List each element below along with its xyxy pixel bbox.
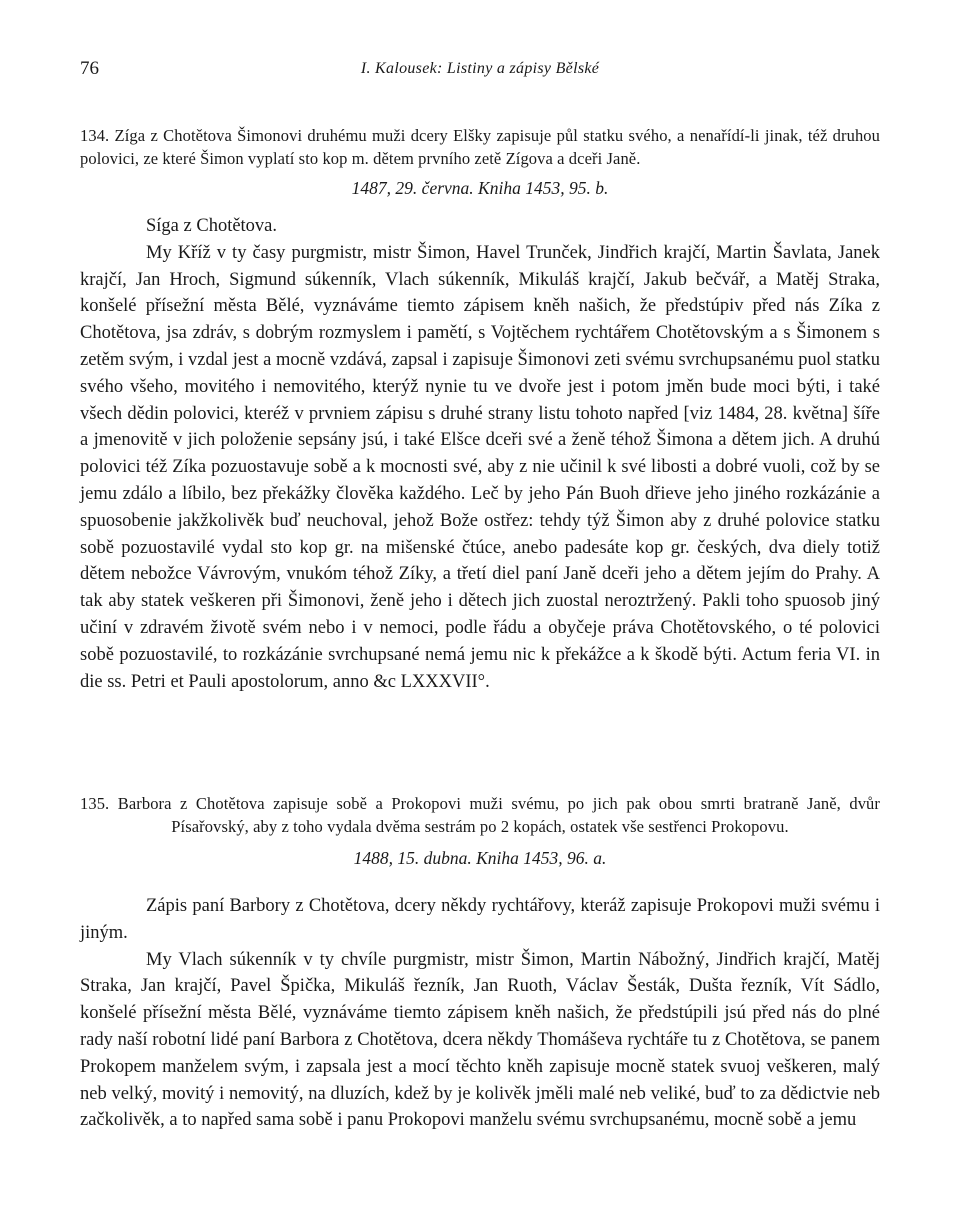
- entry-heading: Síga z Chotětova.: [146, 216, 278, 236]
- entry-body: [80, 213, 880, 695]
- entry-regest: 135. Barbora z Chotětova zapisuje sobě a Prokopovi muži svému, po jich pak obou smrti bratraně Janě, dvůr Písařovský, aby z toho vydala dvěma sestrám po 2 kopách, ostatek vše sestřenci Prokopovu.: [80, 794, 880, 836]
- entry-text: My Vlach súkenník v ty chvíle purgmistr, mistr Šimon, Martin Nábožný, Jindřich krajčí, Matěj Straka, Jan krajčí, Pavel Špička, Mikuláš řezník, Jan Ruoth, Václav Šesták, Dušta řezník, Vít Sádlo, konšelé přísežní města Bělé, vyznáváme tiemto zápisem kněh našich, že předstúpili jsú před nás do plné rady naší robotní lidé paní Barbora z Chotětova, dcera někdy Thomáševa rychtáře tu z Chotětova, se panem Prokopem manželem svým, i zapsala jest a mocí těchto kněh zapisuje mocně statek svuoj veškeren, malý neb velký, movitý i nemovitý, na dluzích, kdež by je kolivěk jměli malé neb veliké, buď to za dědictvie neb začkolivěk, a to napřed sama sobě i panu Prokopovi manželu svému svrchupsanému, mocně sobě a jemu: [80, 949, 880, 1131]
- entry-body: [80, 893, 880, 1134]
- entry-heading: Zápis paní Barbory z Chotětova, dcery někdy rychtářovy, kteráž zapisuje Prokopovi muži svému i jiným.: [80, 896, 880, 943]
- entry-date: 1488, 15. dubna. Kniha 1453, 96. a.: [353, 848, 607, 868]
- entry-134: [80, 124, 880, 695]
- entry-135: [80, 792, 880, 1134]
- entry-regest: 134. Zíga z Chotětova Šimonovi druhému muži dcery Elšky zapisuje půl statku svého, a nenařídí-li jinak, též druhou polovici, ze které Šimon vyplatí sto kop m. dětem prvního zetě Zígova a dceři Janě.: [80, 126, 880, 168]
- page-number: 76: [80, 58, 99, 79]
- entry-date: 1487, 29. června. Kniha 1453, 95. b.: [351, 178, 609, 198]
- entry-text: My Kříž v ty časy purgmistr, mistr Šimon, Havel Trunček, Jindřich krajčí, Martin Šavlata, Janek krajčí, Jan Hroch, Sigmund súkenník, Vlach súkenník, Mikuláš krajčí, Jakub bečvář, a Matěj Straka, konšelé přísežní města Bělé, vyznáváme tiemto zápisem kněh našich, že předstúpiv před nás Zíka z Chotětova, jsa zdráv, s dobrým rozmyslem i pamětí, s Vojtěchem rychtářem Chotětovským a s Šimonem s zetěm svým, i vzdal jest a mocně vzdává, zapsal i zapisuje Šimonovi zeti svému svrchupsanému puol statku svého všeho, movitého i nemovitého, kterýž nynie tu ve dvoře jest i potom jměn bude moci býti, i také všech dědin polovici, kteréž v prvniem zápisu s druhé strany listu tohoto napřed [viz 1484, 28. května] šíře a jmenovitě v jich položenie sepsány jsú, i také Elšce dceři své a ženě téhož Šimona a dětem jich. A druhú polovici též Zíka pozuostavuje sobě a k mocnosti své, aby z nie učinil k své libosti a dobré vuoli, což by se jemu zdálo a líbilo, bez překážky člověka každého. Leč by jeho Pán Buoh dřieve jeho jiného rozkázánie a spuosobenie jakžkolivěk buď neuchoval, jehož Bože ostřez: tehdy týž Šimon aby z druhé polovice statku sobě pozuostavilé vydal sto kop gr. na mišenské čtúce, anebo padesáte kop gr. českých, dva diely totiž dětem nebožce Vávrovým, vnukóm téhož Zíky, a třetí diel paní Janě dceři jeho a dětem jejím do Prahy. A tak aby statek veškeren při Šimonovi, ženě jeho i dětech jich zuostal neroztržený. Pakli toho spuosob jiný učiní v zdravém životě svém nebo i v nemoci, podle řádu a obyčeje práva Chotětovského, o té polovici sobě pozuostavilé, to rozkázánie svrchupsané nemá jemu nic k překážce a k škodě býti. Actum feria VI. in die ss. Petri et Pauli apostolorum, anno &c LXXXVII°.: [80, 242, 880, 692]
- page-header: [80, 58, 880, 88]
- running-title: I. Kalousek: Listiny a zápisy Bělské: [360, 60, 600, 77]
